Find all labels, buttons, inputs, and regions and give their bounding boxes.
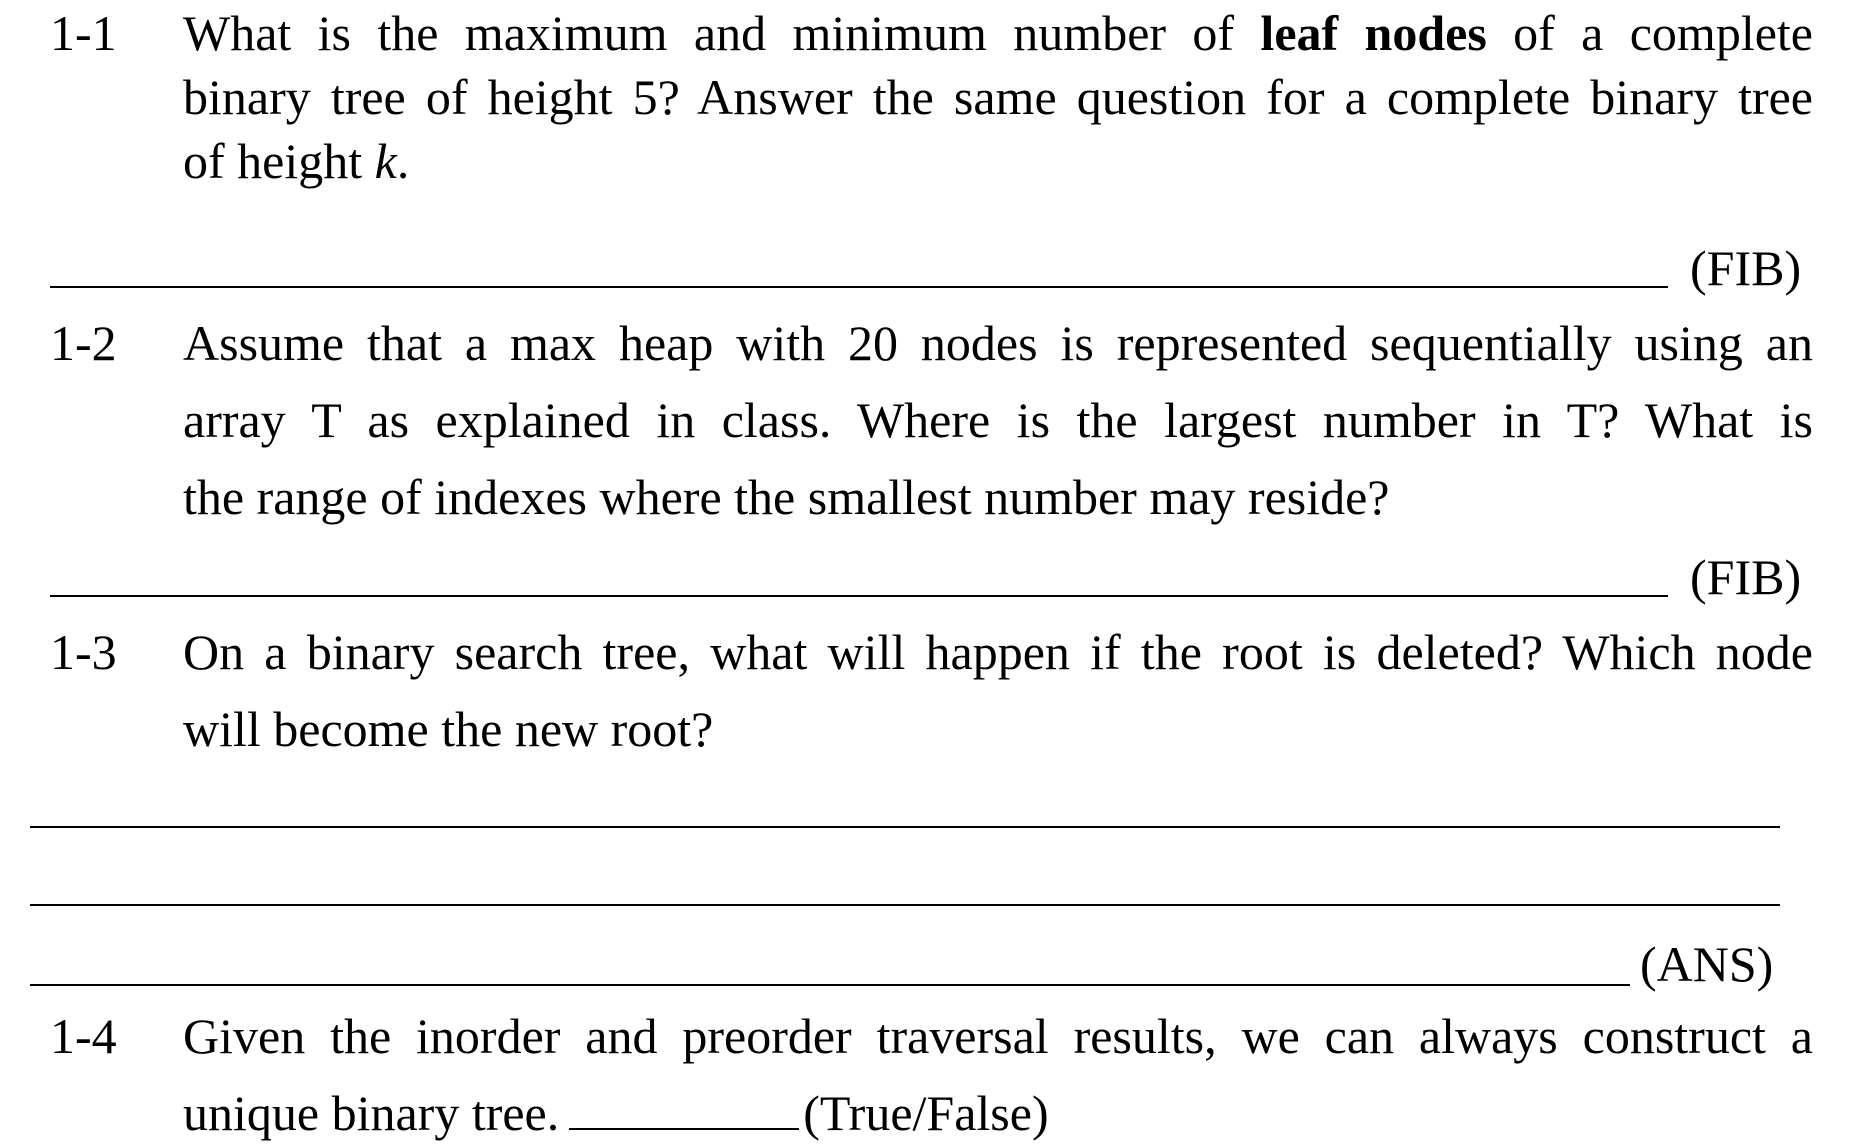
answer-type-1-2: (FIB): [1690, 549, 1802, 605]
answer-type-1-4: (True/False): [803, 1085, 1049, 1141]
answer-line-1-3-a[interactable]: [30, 826, 1780, 828]
question-1-3-line-2: will become the new root?: [183, 701, 714, 757]
question-1-4-line-1: Given the inorder and preorder traversal results, we can always construct a: [183, 1008, 1813, 1064]
answer-line-1-1[interactable]: [50, 286, 1668, 288]
emphasis-leaf-nodes: leaf nodes: [1260, 5, 1487, 61]
question-number-1-3: 1-3: [50, 624, 117, 680]
question-1-4-line-2: unique binary tree. (True/False): [183, 1085, 1049, 1141]
question-1-2-line-1: Assume that a max heap with 20 nodes is represented sequentially using an: [183, 315, 1813, 371]
question-1-1-line-1: What is the maximum and minimum number of leaf nodes of a complete: [183, 5, 1813, 61]
question-number-1-1: 1-1: [50, 5, 117, 61]
question-1-3-line-1: On a binary search tree, what will happen if the root is deleted? Which node: [183, 624, 1813, 680]
question-1-2-line-2: array T as explained in class. Where is the largest number in T? What is: [183, 392, 1813, 448]
question-1-2-line-3: the range of indexes where the smallest number may reside?: [183, 469, 1390, 525]
answer-line-1-3-c[interactable]: [30, 984, 1630, 986]
question-number-1-4: 1-4: [50, 1008, 117, 1064]
answer-type-1-3: (ANS): [1640, 936, 1774, 992]
question-1-1-line-2: binary tree of height 5? Answer the same question for a complete binary tree: [183, 69, 1813, 125]
answer-line-1-2[interactable]: [50, 595, 1668, 597]
true-false-blank[interactable]: [569, 1088, 799, 1130]
question-1-1-line-3: of height k.: [183, 133, 410, 189]
answer-line-1-3-b[interactable]: [30, 904, 1780, 906]
question-number-1-2: 1-2: [50, 315, 117, 371]
answer-type-1-1: (FIB): [1690, 240, 1802, 296]
variable-k: k: [374, 133, 397, 189]
